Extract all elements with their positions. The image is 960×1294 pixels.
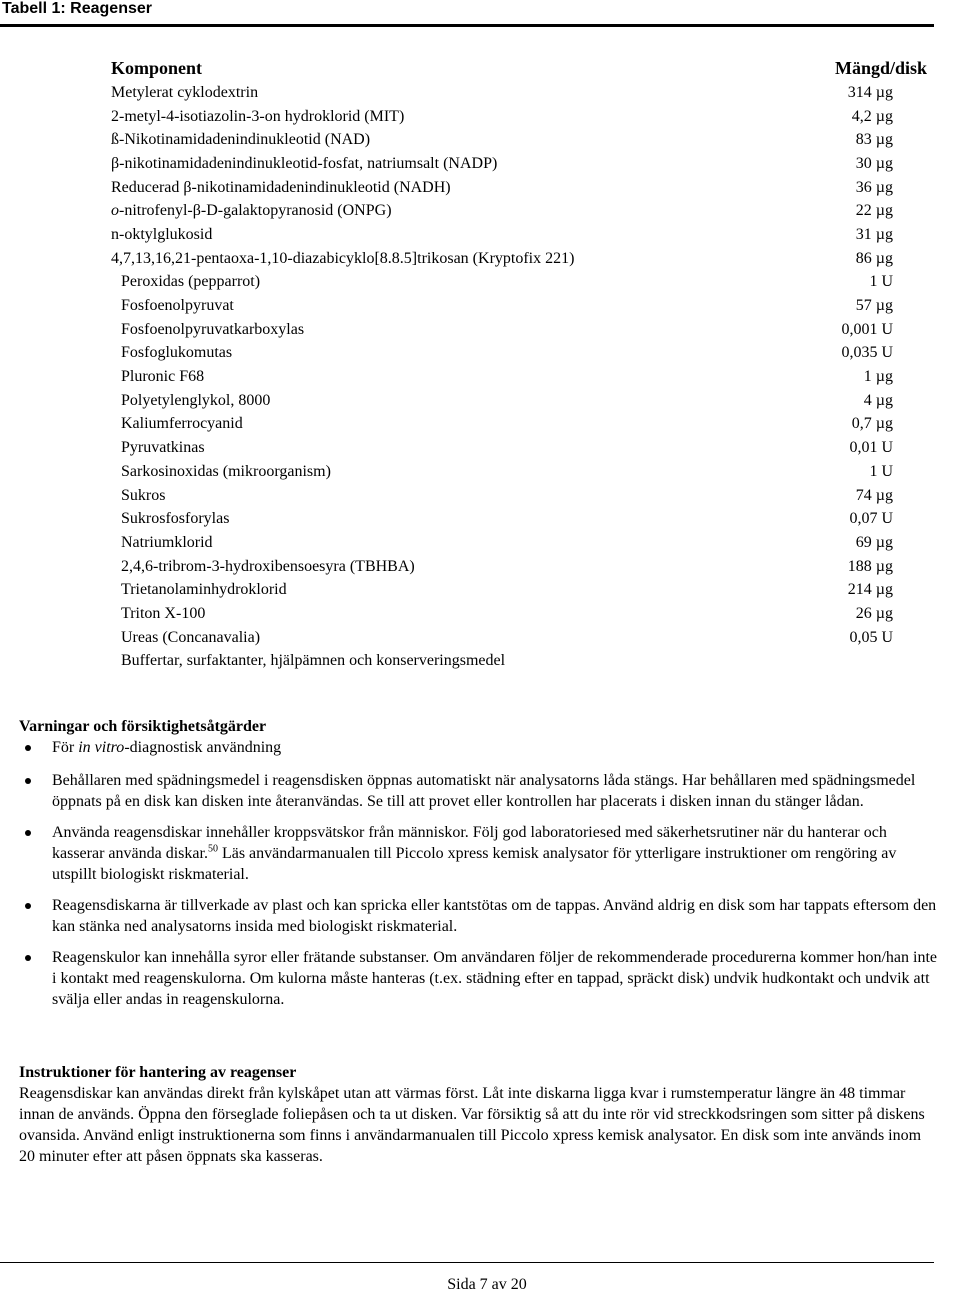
component-name xyxy=(111,247,792,271)
component-name-text: Trietanolaminhydroklorid xyxy=(121,581,287,599)
table-row xyxy=(111,507,927,531)
table-row xyxy=(111,318,927,342)
warning-text: Använda reagensdiskar innehåller kroppsvätskor från människor. Följ god laboratoriesed med säkerhetsrutiner när du hanterar och kasserar använda diskar. xyxy=(52,824,887,862)
component-name-text: -nitrofenyl-β-D-galaktopyranosid (ONPG) xyxy=(119,202,392,220)
component-name-text: n-oktylglukosid xyxy=(111,225,213,243)
component-amount: 188 µg xyxy=(847,557,893,575)
table-row xyxy=(111,271,927,295)
component-name xyxy=(111,555,792,579)
component-name xyxy=(111,578,792,602)
component-name xyxy=(111,460,792,484)
component-name-text: ß-Nikotinamidadenindinukleotid (NAD) xyxy=(111,131,371,149)
table-row xyxy=(111,294,927,318)
warning-item xyxy=(19,895,937,937)
component-amount: 69 µg xyxy=(855,533,893,551)
warning-text: Reagensdiskarna är tillverkade av plast och kan spricka eller kantstötas om de tappas. Använd aldrig en disk som har tappats eftersom den kan stänka ned analysatorns insida med biologiskt riskmaterial. xyxy=(52,897,937,935)
warning-item xyxy=(19,822,937,885)
component-name-text: 2-metyl-4-isotiazolin-3-on hydroklorid (MIT) xyxy=(111,107,405,125)
table-row xyxy=(111,484,927,508)
component-name xyxy=(111,507,792,531)
warning-text: För xyxy=(52,739,79,756)
component-name-text: Pyruvatkinas xyxy=(121,439,205,457)
component-amount: 0,07 U xyxy=(849,510,893,528)
bullet-icon xyxy=(25,745,31,751)
component-amount: 0,05 U xyxy=(849,628,893,646)
bullet-icon xyxy=(25,778,31,784)
warning-item xyxy=(19,737,937,758)
component-name-text: Reducerad β-nikotinamidadenindinukleotid (NADH) xyxy=(111,178,451,196)
table-row xyxy=(111,555,927,579)
warning-text: Reagenskulor kan innehålla syror eller frätande substanser. Om användaren följer de rekommenderade procedurerna kommer hon/han inte i kontakt med reagenskulorna. Om kulorna måste hanteras (t.ex. städning efter en tappad, spräckt disk) undvik hudkontakt och undvik att svälja eller andas in reagenskulorna. xyxy=(52,949,937,1008)
component-amount: 4,2 µg xyxy=(851,107,893,125)
component-amount: 30 µg xyxy=(855,154,893,172)
table-header-row xyxy=(111,56,927,81)
component-amount: 86 µg xyxy=(855,249,893,267)
component-name-text: Kaliumferrocyanid xyxy=(121,415,243,433)
warnings-section xyxy=(19,716,937,1020)
component-amount: 1 U xyxy=(869,273,893,291)
component-header: Komponent xyxy=(111,58,203,78)
bullet-icon xyxy=(25,955,31,961)
component-name-text: Metylerat cyklodextrin xyxy=(111,83,259,101)
component-name xyxy=(111,484,792,508)
table-row xyxy=(111,413,927,437)
warnings-list xyxy=(19,737,937,1010)
table-row xyxy=(111,105,927,129)
component-name xyxy=(111,626,792,650)
component-amount: 22 µg xyxy=(855,202,893,220)
table-row xyxy=(111,602,927,626)
table-row xyxy=(111,389,927,413)
table-row xyxy=(111,578,927,602)
component-amount: 1 U xyxy=(869,462,893,480)
table-row xyxy=(111,342,927,366)
page-footer: Sida 7 av 20 xyxy=(447,1276,527,1293)
table-row xyxy=(111,223,927,247)
footnote-reference: 50 xyxy=(207,843,218,855)
component-name xyxy=(111,389,792,413)
component-name-text: Natriumklorid xyxy=(121,533,213,551)
component-name xyxy=(111,128,792,152)
table-row xyxy=(111,531,927,555)
component-name-text: Fosfoenolpyruvatkarboxylas xyxy=(121,320,305,338)
component-name xyxy=(111,271,792,295)
component-name xyxy=(111,176,792,200)
component-name xyxy=(111,223,792,247)
component-name-text: Pluronic F68 xyxy=(121,368,205,386)
warning-text-italic: in vitro xyxy=(78,739,125,756)
table-row xyxy=(111,650,927,674)
component-name-text: Sarkosinoxidas (mikroorganism) xyxy=(121,462,331,480)
table-row xyxy=(111,247,927,271)
table-row xyxy=(111,81,927,105)
table-row xyxy=(111,460,927,484)
component-amount: 0,7 µg xyxy=(851,415,893,433)
component-name xyxy=(111,413,792,437)
component-amount: 4 µg xyxy=(863,391,893,409)
warnings-title: Varningar och försiktighetsåtgärder xyxy=(19,718,267,735)
component-name-text: 2,4,6-tribrom-3-hydroxibensoesyra (TBHBA) xyxy=(121,557,415,575)
component-name xyxy=(111,436,792,460)
component-name xyxy=(111,650,792,674)
component-amount: 214 µg xyxy=(847,581,893,599)
component-name xyxy=(111,531,792,555)
component-amount: 74 µg xyxy=(855,486,893,504)
component-amount: 314 µg xyxy=(847,83,893,101)
table-caption: Tabell 1: Reagenser xyxy=(2,0,152,17)
component-amount: 0,001 U xyxy=(841,320,893,338)
reagent-table-body xyxy=(111,81,927,673)
table-row xyxy=(111,199,927,223)
bullet-icon xyxy=(25,830,31,836)
footer-rule xyxy=(0,1262,934,1263)
table-row xyxy=(111,436,927,460)
component-amount xyxy=(792,650,927,674)
warning-text: Behållaren med spädningsmedel i reagensdisken öppnas automatiskt när analysatorns låda stängs. Har behållaren med spädningsmedel öppnats på en disk kan disken inte återanvändas. Se till att provet eller kontrollen har placerats i disken innan du stänger lådan. xyxy=(52,772,916,810)
component-amount: 0,01 U xyxy=(849,439,893,457)
component-name-text: β-nikotinamidadenindinukleotid-fosfat, natriumsalt (NADP) xyxy=(111,154,498,172)
table-row xyxy=(111,365,927,389)
component-name xyxy=(111,602,792,626)
component-name-text: Triton X-100 xyxy=(121,604,206,622)
instructions-title: Instruktioner för hantering av reagenser xyxy=(19,1064,297,1081)
warning-item xyxy=(19,947,937,1010)
component-name xyxy=(111,199,792,223)
component-name-text: Peroxidas (pepparrot) xyxy=(121,273,261,291)
component-amount: 36 µg xyxy=(855,178,893,196)
bullet-icon xyxy=(25,903,31,909)
table-row xyxy=(111,626,927,650)
component-amount: 26 µg xyxy=(855,604,893,622)
component-name xyxy=(111,318,792,342)
warning-item xyxy=(19,770,937,812)
component-name-text: Fosfoglukomutas xyxy=(121,344,233,362)
component-name-text: Sukrosfosforylas xyxy=(121,510,230,528)
component-name xyxy=(111,294,792,318)
component-name xyxy=(111,152,792,176)
caption-rule xyxy=(0,24,934,27)
component-name-text: Polyetylenglykol, 8000 xyxy=(121,391,271,409)
amount-header: Mängd/disk xyxy=(834,58,927,78)
component-name xyxy=(111,105,792,129)
reagent-table xyxy=(111,56,927,673)
component-name xyxy=(111,365,792,389)
component-amount: 1 µg xyxy=(863,368,893,386)
warning-text: Läs användarmanualen till Piccolo xpress kemisk analysator för ytterligare instruktioner om rengöring av utspillt biologiskt riskmaterial. xyxy=(52,845,897,883)
component-amount: 83 µg xyxy=(855,131,893,149)
table-row xyxy=(111,128,927,152)
component-name-text: Sukros xyxy=(121,486,166,504)
component-name xyxy=(111,81,792,105)
component-name-text: 4,7,13,16,21-pentaoxa-1,10-diazabicyklo[8.8.5]trikosan (Kryptofix 221) xyxy=(111,249,575,267)
component-name-prefix: o xyxy=(111,202,119,220)
component-name-text: Buffertar, surfaktanter, hjälpämnen och konserveringsmedel xyxy=(121,652,506,670)
component-name xyxy=(111,342,792,366)
component-amount: 31 µg xyxy=(855,225,893,243)
warning-text: -diagnostisk användning xyxy=(124,739,282,756)
instructions-section xyxy=(19,1062,937,1167)
component-amount: 57 µg xyxy=(855,297,893,315)
component-name-text: Fosfoenolpyruvat xyxy=(121,297,234,315)
component-amount: 0,035 U xyxy=(841,344,893,362)
table-row xyxy=(111,176,927,200)
component-name-text: Ureas (Concanavalia) xyxy=(121,628,261,646)
table-row xyxy=(111,152,927,176)
instructions-body: Reagensdiskar kan användas direkt från kylskåpet utan att värmas först. Låt inte diskarna ligga kvar i rumstemperatur längre än 48 timmar innan de används. Öppna den förseglade foliepåsen och ta ut disken. Var försiktig så att du inte rör vid streckkodsringen som sitter på diskens ovansida. Använd enligt instruktionerna som finns i användarmanualen till Piccolo xpress kemisk analysator. En disk som inte används inom 20 minuter efter att påsen öppnats ska kasseras. xyxy=(19,1085,925,1165)
